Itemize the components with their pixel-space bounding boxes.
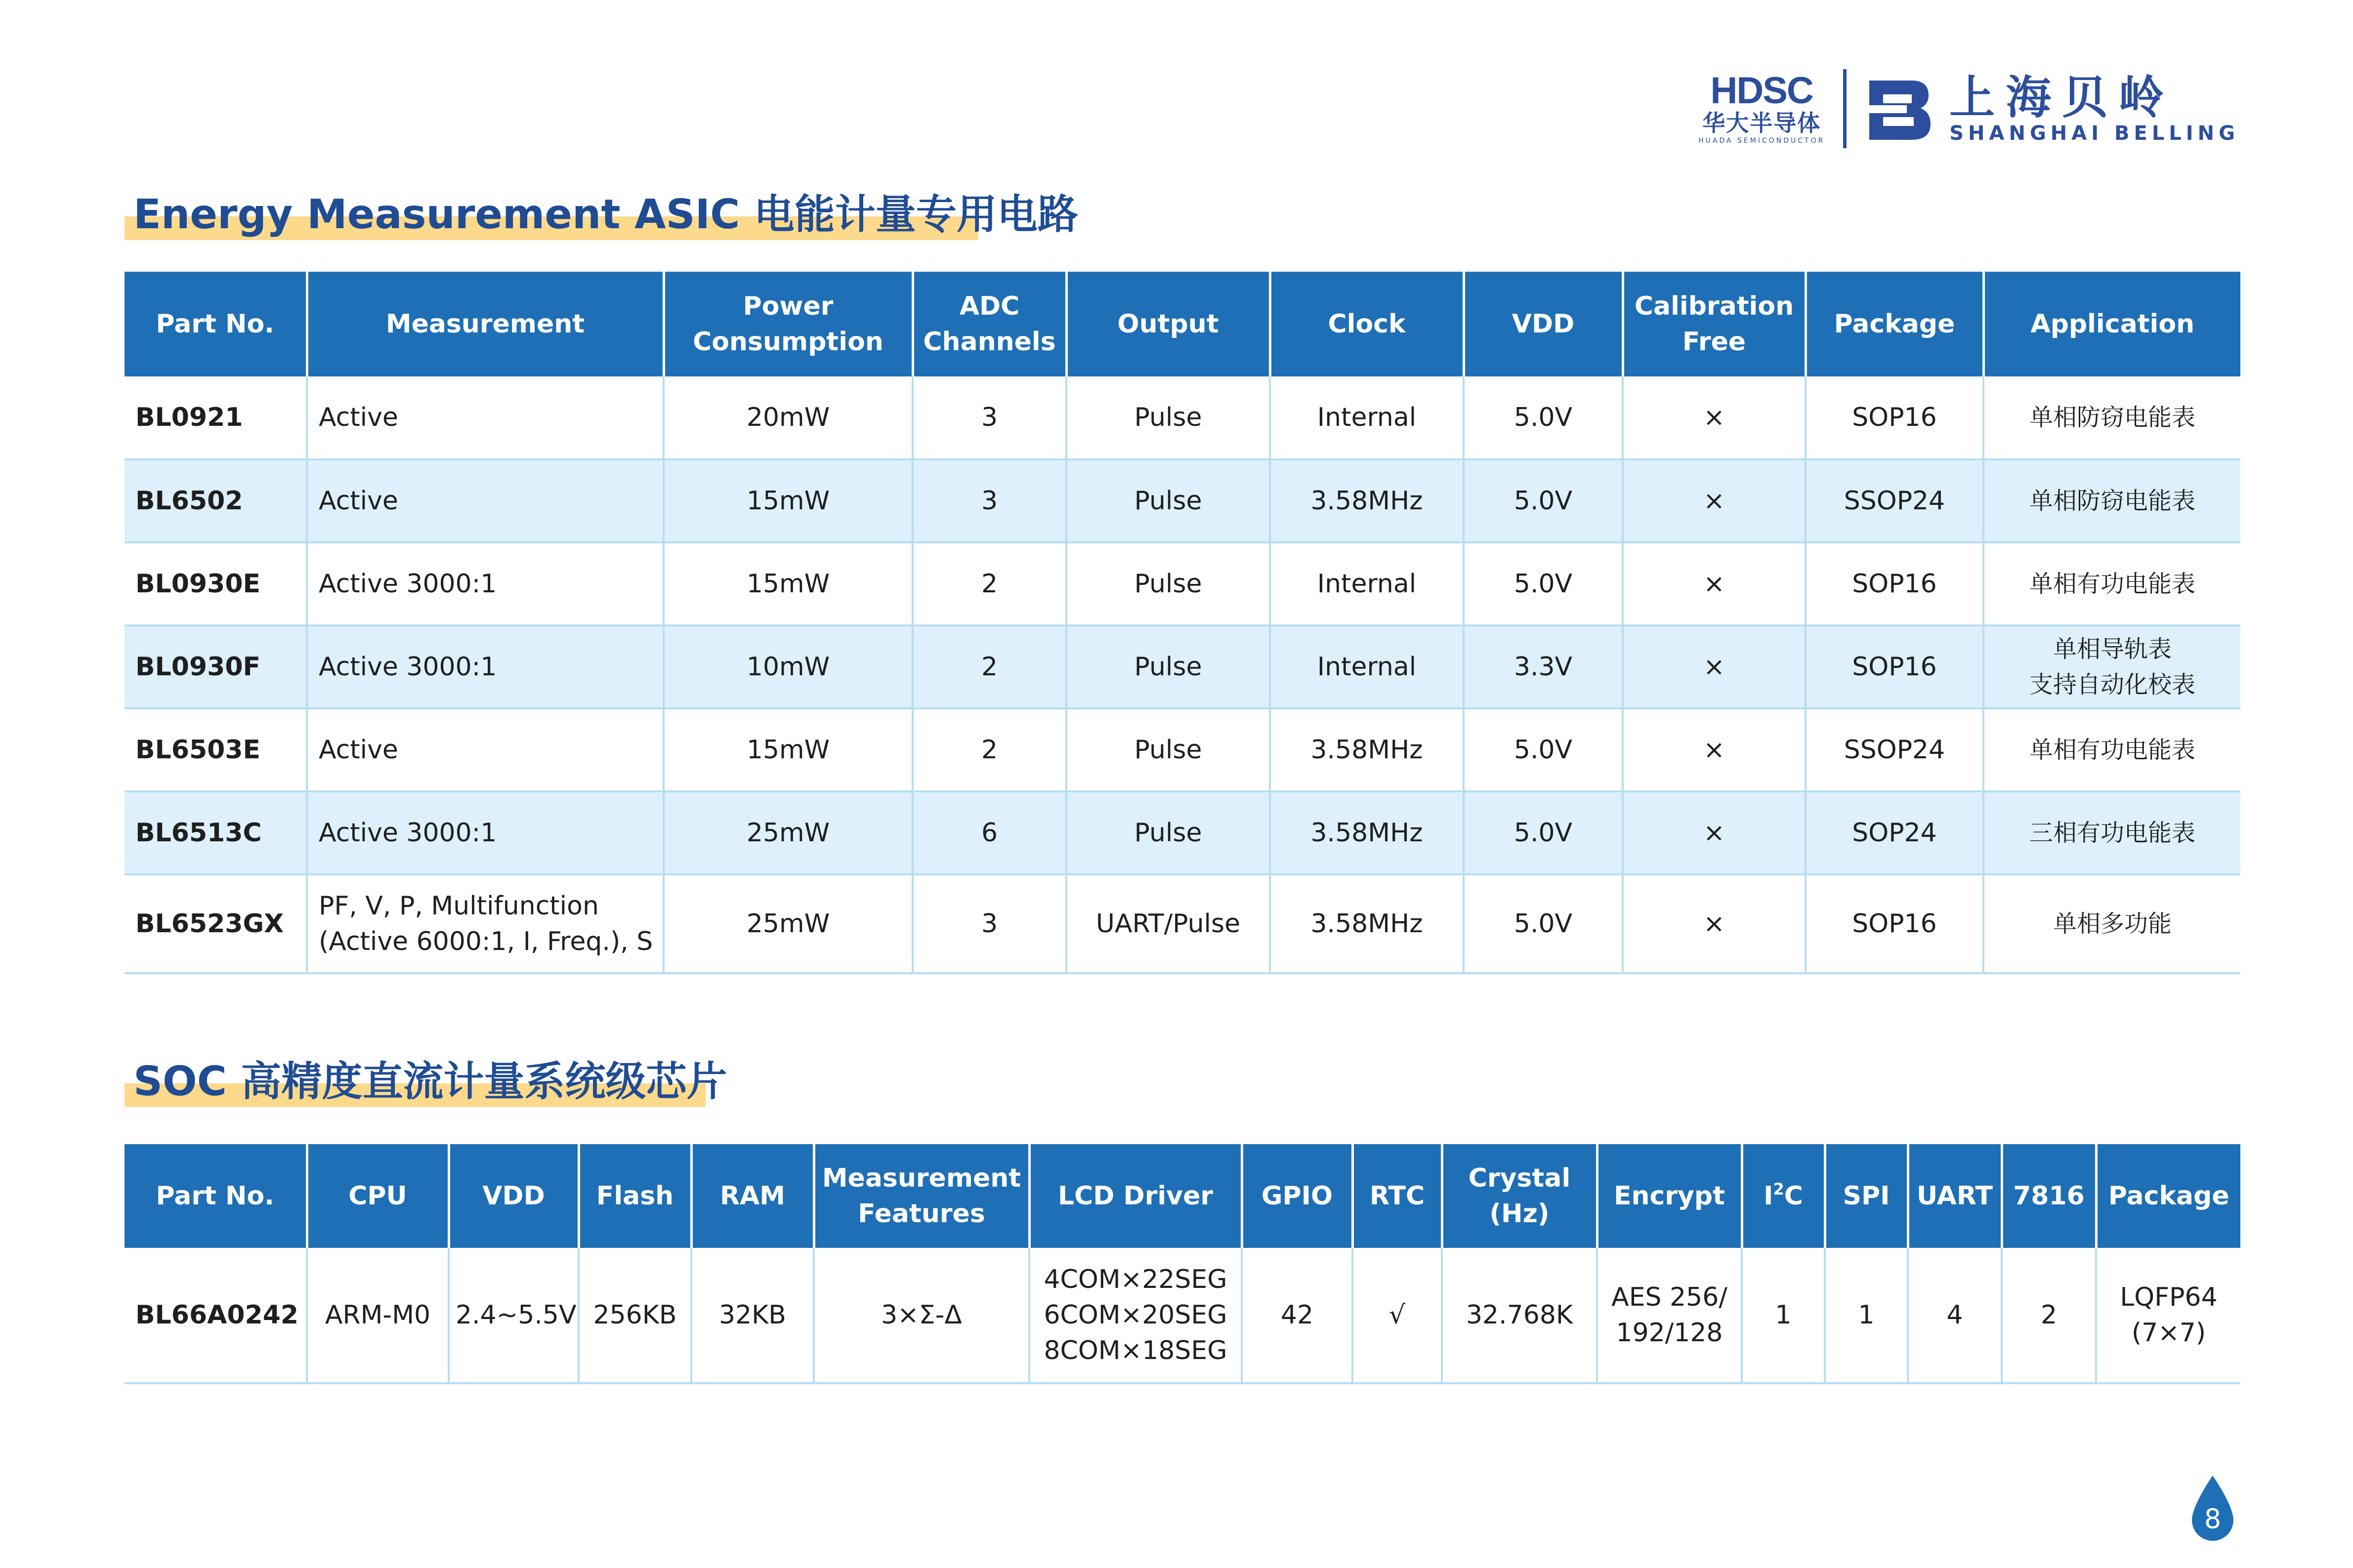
col-header-application: Application (1983, 272, 2240, 376)
col-header-measurement-features (814, 1144, 1029, 1248)
cell-output: Pulse (1066, 459, 1270, 542)
cell-measurement: Active (307, 459, 664, 542)
cell-adc: 6 (913, 791, 1066, 874)
i2c-end: C (1784, 1181, 1803, 1211)
cell-calibration: × (1623, 708, 1806, 791)
cell-calibration: × (1623, 542, 1806, 625)
col-header-7816: 7816 (2002, 1144, 2096, 1248)
cell-encrypt (1597, 1248, 1742, 1383)
table-row (125, 708, 2240, 791)
col-header-adc (913, 272, 1066, 376)
cell-output: Pulse (1066, 708, 1270, 791)
cell-package: SOP16 (1806, 874, 1983, 973)
hdsc-mark: HDSC (1710, 70, 1813, 112)
cell-package: SSOP24 (1806, 708, 1983, 791)
cell-clock: 3.58MHz (1270, 459, 1464, 542)
hdsc-name-cn: 华大半导体 (1702, 110, 1821, 136)
cell-package: SOP24 (1806, 791, 1983, 874)
col-header-power-2: Consumption (693, 327, 883, 357)
cell-clock: 3.58MHz (1270, 791, 1464, 874)
cell-i2c: 1 (1742, 1248, 1825, 1383)
lcd-line-3: 8COM×18SEG (1044, 1336, 1227, 1365)
hdsc-name-en: HUADA SEMICONDUCTOR (1698, 137, 1825, 145)
cell-clock: Internal (1270, 542, 1464, 625)
table-row (125, 1248, 2240, 1383)
cell-power: 20mW (664, 376, 913, 459)
cell-part: BL66A0242 (125, 1248, 307, 1383)
cell-spi: 1 (1825, 1248, 1908, 1383)
col-header-i2c (1742, 1144, 1825, 1248)
col-header-encrypt: Encrypt (1597, 1144, 1742, 1248)
table-row (125, 376, 2240, 459)
cell-application: 单相防窃电能表 (1983, 376, 2240, 459)
cell-vdd: 5.0V (1464, 376, 1623, 459)
col-header-package: Package (1806, 272, 1983, 376)
cell-clock: Internal (1270, 376, 1464, 459)
cell-lcd-driver (1029, 1248, 1242, 1383)
cell-output: Pulse (1066, 791, 1270, 874)
cell-measurement (307, 874, 664, 973)
cell-adc: 2 (913, 625, 1066, 708)
table-header-row (125, 1144, 2240, 1248)
cell-power: 15mW (664, 459, 913, 542)
cell-power: 25mW (664, 874, 913, 973)
i2c-sup: 2 (1773, 1180, 1784, 1198)
cell-adc: 2 (913, 542, 1066, 625)
col-header-package: Package (2096, 1144, 2240, 1248)
cell-package: SOP16 (1806, 625, 1983, 708)
table-row (125, 874, 2240, 973)
encrypt-line-1: AES 256/ (1611, 1282, 1727, 1312)
soc-table (125, 1144, 2240, 1384)
cell-part: BL6503E (125, 708, 307, 791)
table-row (125, 625, 2240, 708)
cell-application: 单相有功电能表 (1983, 708, 2240, 791)
cell-adc: 2 (913, 708, 1066, 791)
cell-measurement-features: 3×Σ-Δ (814, 1248, 1029, 1383)
cell-power: 15mW (664, 708, 913, 791)
cell-measurement: Active 3000:1 (307, 542, 664, 625)
col-header-adc-2: Channels (923, 327, 1056, 357)
hdsc-logo (1695, 72, 1828, 145)
cell-part: BL0930E (125, 542, 307, 625)
belling-name-en: SHANGHAI BELLING (1949, 122, 2239, 145)
cell-ram: 32KB (691, 1248, 814, 1383)
cell-output: UART/Pulse (1066, 874, 1270, 973)
col-header-crystal-2: (Hz) (1489, 1199, 1550, 1229)
cell-vdd: 2.4~5.5V (449, 1248, 579, 1383)
col-header-crystal-1: Crystal (1468, 1163, 1571, 1193)
cell-part: BL6513C (125, 791, 307, 874)
col-header-rtc: RTC (1352, 1144, 1442, 1248)
table-row (125, 791, 2240, 874)
cell-application-line-1: 单相导轨表 (2053, 635, 2172, 663)
cell-package: SSOP24 (1806, 459, 1983, 542)
cell-adc: 3 (913, 459, 1066, 542)
col-header-cpu: CPU (307, 1144, 449, 1248)
cell-vdd: 5.0V (1464, 459, 1623, 542)
cell-calibration: × (1623, 376, 1806, 459)
logo-divider (1843, 69, 1847, 148)
cell-power: 10mW (664, 625, 913, 708)
col-header-power (664, 272, 913, 376)
cell-application (1983, 625, 2240, 708)
col-header-vdd: VDD (449, 1144, 579, 1248)
cell-measurement: Active 3000:1 (307, 791, 664, 874)
belling-name (1949, 73, 2239, 144)
cell-calibration: × (1623, 791, 1806, 874)
cell-calibration: × (1623, 625, 1806, 708)
col-header-ram: RAM (691, 1144, 814, 1248)
cell-power: 25mW (664, 791, 913, 874)
col-header-adc-1: ADC (959, 291, 1020, 321)
belling-logo-icon (1860, 72, 1934, 146)
cell-7816: 2 (2002, 1248, 2096, 1383)
cell-clock: Internal (1270, 625, 1464, 708)
col-header-uart: UART (1908, 1144, 2002, 1248)
cell-output: Pulse (1066, 625, 1270, 708)
cell-measurement-line-1: PF, V, P, Multifunction (319, 891, 599, 921)
col-header-lcd-driver: LCD Driver (1029, 1144, 1242, 1248)
cell-calibration: × (1623, 874, 1806, 973)
table-row (125, 542, 2240, 625)
lcd-line-1: 4COM×22SEG (1044, 1265, 1227, 1294)
i2c-base: I (1764, 1181, 1773, 1211)
col-header-gpio: GPIO (1242, 1144, 1352, 1248)
cell-application: 三相有功电能表 (1983, 791, 2240, 874)
col-header-part: Part No. (125, 272, 307, 376)
cell-uart: 4 (1908, 1248, 2002, 1383)
col-header-measurement: Measurement (307, 272, 664, 376)
cell-adc: 3 (913, 376, 1066, 459)
section-title-soc (125, 1055, 727, 1109)
cell-calibration: × (1623, 459, 1806, 542)
cell-rtc: √ (1352, 1248, 1442, 1383)
section-title-text: SOC 高精度直流计量系统级芯片 (133, 1058, 727, 1105)
cell-output: Pulse (1066, 376, 1270, 459)
page-number: 8 (2204, 1503, 2222, 1534)
cell-vdd: 5.0V (1464, 708, 1623, 791)
cell-part: BL0930F (125, 625, 307, 708)
encrypt-line-2: 192/128 (1616, 1318, 1723, 1348)
col-header-output: Output (1066, 272, 1270, 376)
table-row (125, 459, 2240, 542)
cell-part: BL6502 (125, 459, 307, 542)
cell-measurement: Active (307, 376, 664, 459)
cell-package (2096, 1248, 2240, 1383)
package-line-1: LQFP64 (2120, 1282, 2218, 1312)
col-header-calibration (1623, 272, 1806, 376)
cell-application: 单相防窃电能表 (1983, 459, 2240, 542)
col-header-clock: Clock (1270, 272, 1464, 376)
col-header-meas-2: Features (858, 1199, 985, 1229)
col-header-vdd: VDD (1464, 272, 1623, 376)
header-logos (1695, 69, 2239, 148)
cell-package: SOP16 (1806, 542, 1983, 625)
col-header-spi: SPI (1825, 1144, 1908, 1248)
energy-asic-table (125, 272, 2240, 974)
cell-gpio: 42 (1242, 1248, 1352, 1383)
cell-measurement-line-2: (Active 6000:1, I, Freq.), S (319, 927, 653, 956)
belling-name-cn: 上海贝岭 (1949, 71, 2175, 124)
col-header-crystal (1442, 1144, 1597, 1248)
table-header-row (125, 272, 2240, 376)
cell-application: 单相多功能 (1983, 874, 2240, 973)
section-title-energy-asic (125, 188, 1078, 242)
section-title-text: Energy Measurement ASIC 电能计量专用电路 (133, 191, 1078, 238)
col-header-cal-1: Calibration (1634, 291, 1794, 321)
cell-cpu: ARM-M0 (307, 1248, 449, 1383)
cell-measurement: Active (307, 708, 664, 791)
col-header-cal-2: Free (1682, 327, 1746, 357)
package-line-2: (7×7) (2131, 1318, 2206, 1348)
cell-power: 15mW (664, 542, 913, 625)
cell-clock: 3.58MHz (1270, 874, 1464, 973)
cell-clock: 3.58MHz (1270, 708, 1464, 791)
lcd-line-2: 6COM×20SEG (1044, 1300, 1227, 1330)
cell-application: 单相有功电能表 (1983, 542, 2240, 625)
col-header-flash: Flash (579, 1144, 691, 1248)
cell-part: BL0921 (125, 376, 307, 459)
cell-vdd: 5.0V (1464, 542, 1623, 625)
cell-measurement: Active 3000:1 (307, 625, 664, 708)
cell-flash: 256KB (579, 1248, 691, 1383)
cell-application-line-2: 支持自动化校表 (2029, 671, 2195, 699)
col-header-power-1: Power (743, 291, 834, 321)
cell-part: BL6523GX (125, 874, 307, 973)
cell-package: SOP16 (1806, 376, 1983, 459)
cell-adc: 3 (913, 874, 1066, 973)
cell-output: Pulse (1066, 542, 1270, 625)
col-header-part: Part No. (125, 1144, 307, 1248)
cell-vdd: 3.3V (1464, 625, 1623, 708)
cell-crystal: 32.768K (1442, 1248, 1597, 1383)
cell-vdd: 5.0V (1464, 874, 1623, 973)
cell-vdd: 5.0V (1464, 791, 1623, 874)
col-header-meas-1: Measurement (822, 1163, 1021, 1193)
